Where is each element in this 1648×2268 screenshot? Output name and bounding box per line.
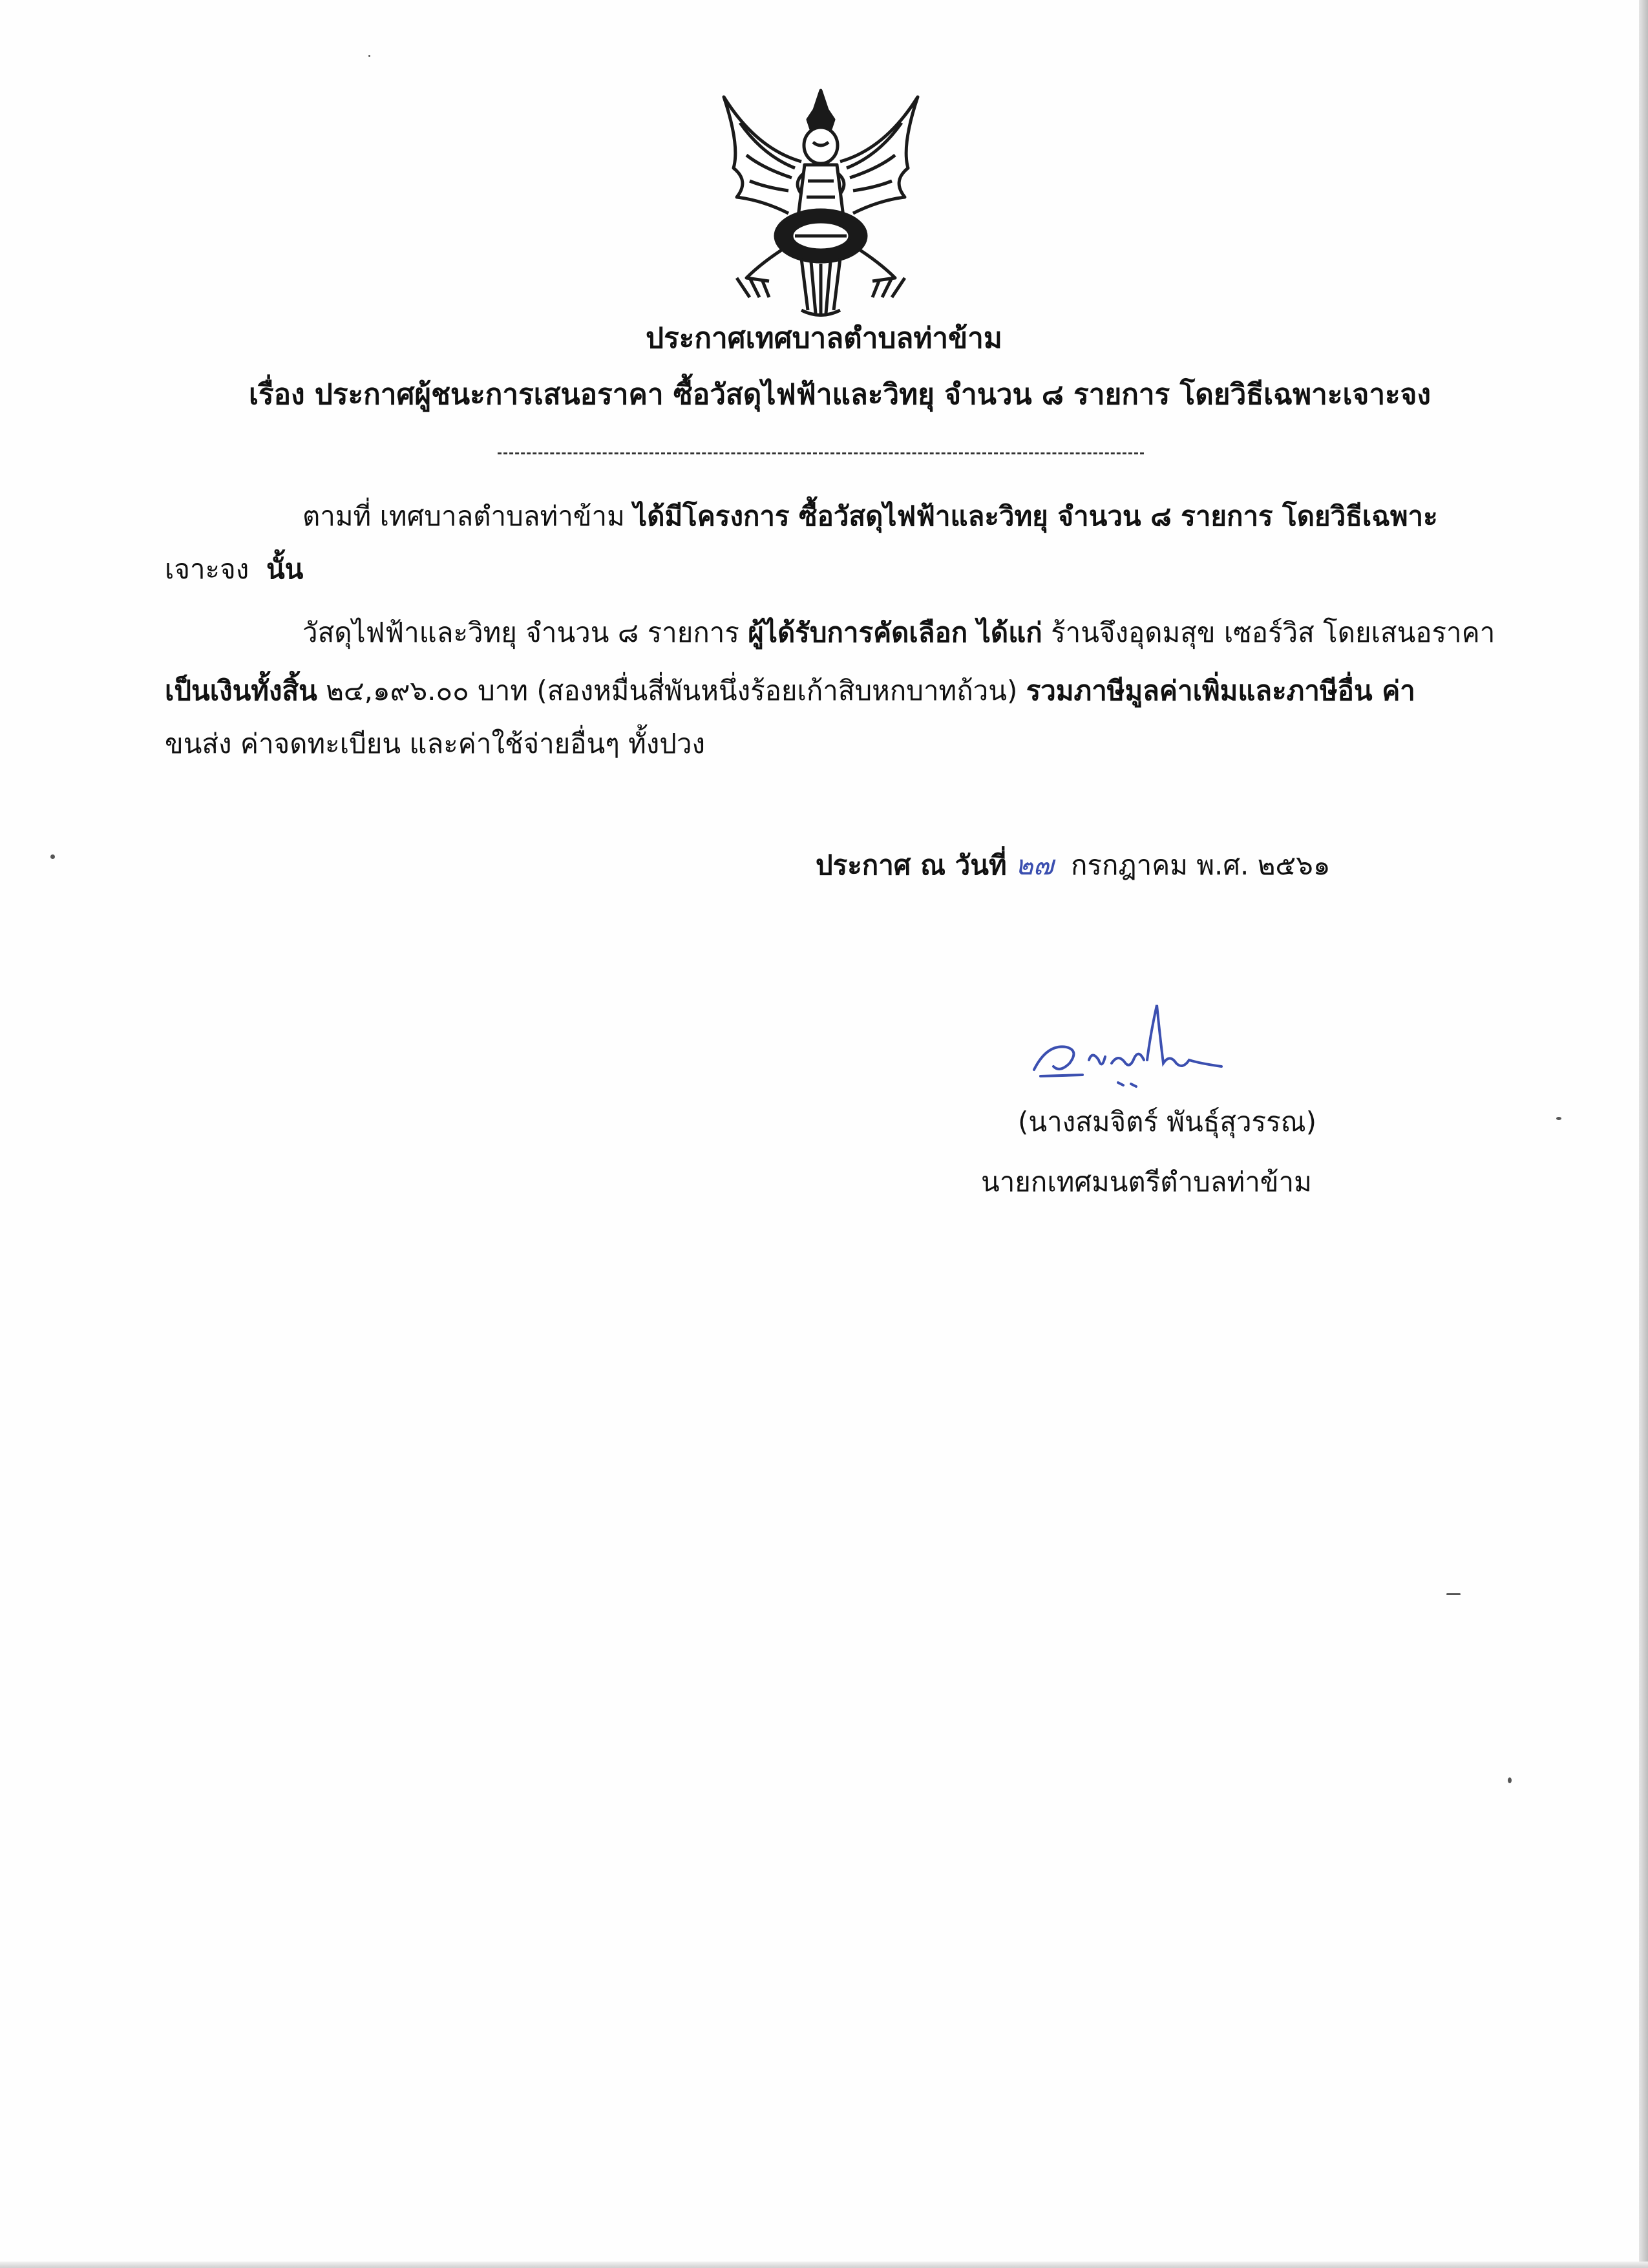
para2-line1 (302, 619, 1495, 646)
para2-part-a: วัสดุไฟฟ้าและวิทยุ จำนวน ๘ รายการ (302, 617, 739, 648)
para2-line3 (165, 730, 705, 758)
para2-part-e: ๒๔,๑๙๖.๐๐ บาท (สองหมื่นสี่พันหนึ่งร้อยเก้าสิบหกบาทถ้วน) (326, 675, 1018, 706)
announcement-title: ประกาศเทศบาลตำบลท่าข้าม (646, 322, 1002, 355)
garuda-emblem (711, 84, 931, 317)
announcement-date (816, 849, 1331, 881)
para2-line2 (165, 677, 1415, 705)
date-day: ๒๗ (1015, 849, 1054, 881)
scan-edge (0, 2262, 1648, 2268)
date-prefix: ประกาศ ณ วันที่ (816, 849, 1007, 881)
scan-edge (1639, 0, 1648, 2268)
separator-line (498, 452, 1144, 454)
para1-line2 (165, 553, 304, 585)
scan-speck (1556, 1117, 1561, 1120)
para2-part-g: ขนส่ง ค่าจดทะเบียน และค่าใช้จ่ายอื่นๆ ทั้งปวง (165, 728, 706, 759)
announcement-subject: เรื่อง ประกาศผู้ชนะการเสนอราคา ซื้อวัสดุไฟฟ้าและวิทยุ จำนวน ๘ รายการ โดยวิธีเฉพาะเจาะจง (249, 378, 1431, 411)
signature-mark (1028, 999, 1228, 1096)
para1-line1 (302, 500, 1438, 532)
scan-speck (1508, 1777, 1512, 1783)
para1-part-c: เจาะจง (165, 553, 249, 585)
signatory-name: (นางสมจิตร์ พันธุ์สุวรรณ) (1018, 1106, 1317, 1138)
para1-part-b: ได้มีโครงการ ซื้อวัสดุไฟฟ้าและวิทยุ จำนวน ๘ รายการ โดยวิธีเฉพาะ (633, 500, 1438, 532)
scan-speck (50, 854, 55, 859)
date-month-year: กรกฎาคม พ.ศ. ๒๕๖๑ (1070, 849, 1331, 881)
para2-part-c: ร้านจึงอุดมสุข เซอร์วิส โดยเสนอราคา (1051, 617, 1495, 648)
para1-part-a: ตามที่ เทศบาลตำบลท่าข้าม (302, 500, 625, 532)
para2-part-d: เป็นเงินทั้งสิ้น (165, 675, 317, 706)
para2-part-f: รวมภาษีมูลค่าเพิ่มและภาษีอื่น ค่า (1026, 675, 1415, 706)
scan-speck (368, 55, 370, 57)
para2-part-b: ผู้ได้รับการคัดเลือก ได้แก่ (748, 617, 1042, 648)
scan-speck (1446, 1593, 1461, 1595)
para1-part-d: นั้น (266, 553, 304, 585)
signatory-position: นายกเทศมนตรีตำบลท่าข้าม (981, 1166, 1312, 1198)
